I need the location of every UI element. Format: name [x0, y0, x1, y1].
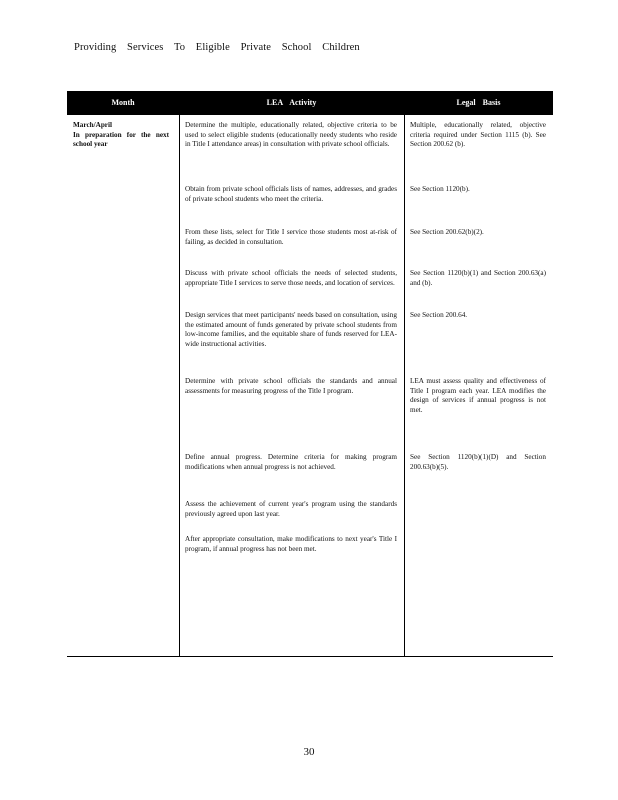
header-legal-basis: Legal Basis [456, 98, 501, 107]
activity-text: Obtain from private school officials lists of names, addresses, and grades of private school students who meet the criteria. [185, 185, 397, 203]
page-title: Providing Services To Eligible Private School Children [74, 42, 360, 53]
month-description: In preparation for the next school year [73, 130, 169, 148]
legal-basis-text: See Section 200.64. [410, 311, 468, 319]
activity-text: Design services that meet participants' needs based on consultation, using the estimated amount of funds generated by private school students from low-income families, and the equitable share of funds reserved for LEA-wide instructional activities. [185, 311, 397, 348]
page-number: 30 [303, 746, 315, 758]
table-header [67, 91, 553, 115]
activity-text: Define annual progress. Determine criteria for making program modifications when annual progress is not achieved. [185, 453, 397, 471]
activity-text: Assess the achievement of current year's program using the standards previously agreed upon last year. [185, 500, 397, 518]
activity-text: Determine the multiple, educationally related, objective criteria to be used to select eligible students (educationally needy students who reside in Title I attendance areas) in consultation with private school officials. [185, 121, 397, 148]
legal-basis-text: See Section 1120(b)(1)(D) and Section 200.63(b)(5). [410, 453, 546, 471]
column-divider [179, 115, 180, 657]
table-bottom-rule [67, 656, 553, 657]
legal-basis-text: See Section 1120(b)(1) and Section 200.63(a) and (b). [410, 269, 546, 287]
month-label: March/April [73, 121, 112, 129]
legal-basis-text: LEA must assess quality and effectiveness of Title I program each year. LEA modifies the design of services if annual progress is not met. [410, 377, 546, 414]
activity-text: Determine with private school officials the standards and annual assessments for measuring progress of the Title I program. [185, 377, 397, 395]
header-lea-activity: LEA Activity [266, 98, 317, 107]
legal-basis-text: See Section 1120(b). [410, 185, 470, 193]
column-divider [404, 115, 405, 657]
activity-text: After appropriate consultation, make modifications to next year's Title I program, if annual progress has not been met. [185, 535, 397, 553]
activity-text: From these lists, select for Title I service those students most at-risk of failing, as decided in consultation. [185, 228, 397, 246]
activity-text: Discuss with private school officials the needs of selected students, appropriate Title I services to serve those needs, and location of services. [185, 269, 397, 287]
header-month: Month [111, 98, 135, 107]
schedule-table [67, 91, 553, 657]
legal-basis-text: Multiple, educationally related, objective criteria required under Section 1115 (b). See Section 200.62 (b). [410, 121, 546, 148]
legal-basis-text: See Section 200.62(b)(2). [410, 228, 484, 236]
month-cell [73, 121, 169, 150]
